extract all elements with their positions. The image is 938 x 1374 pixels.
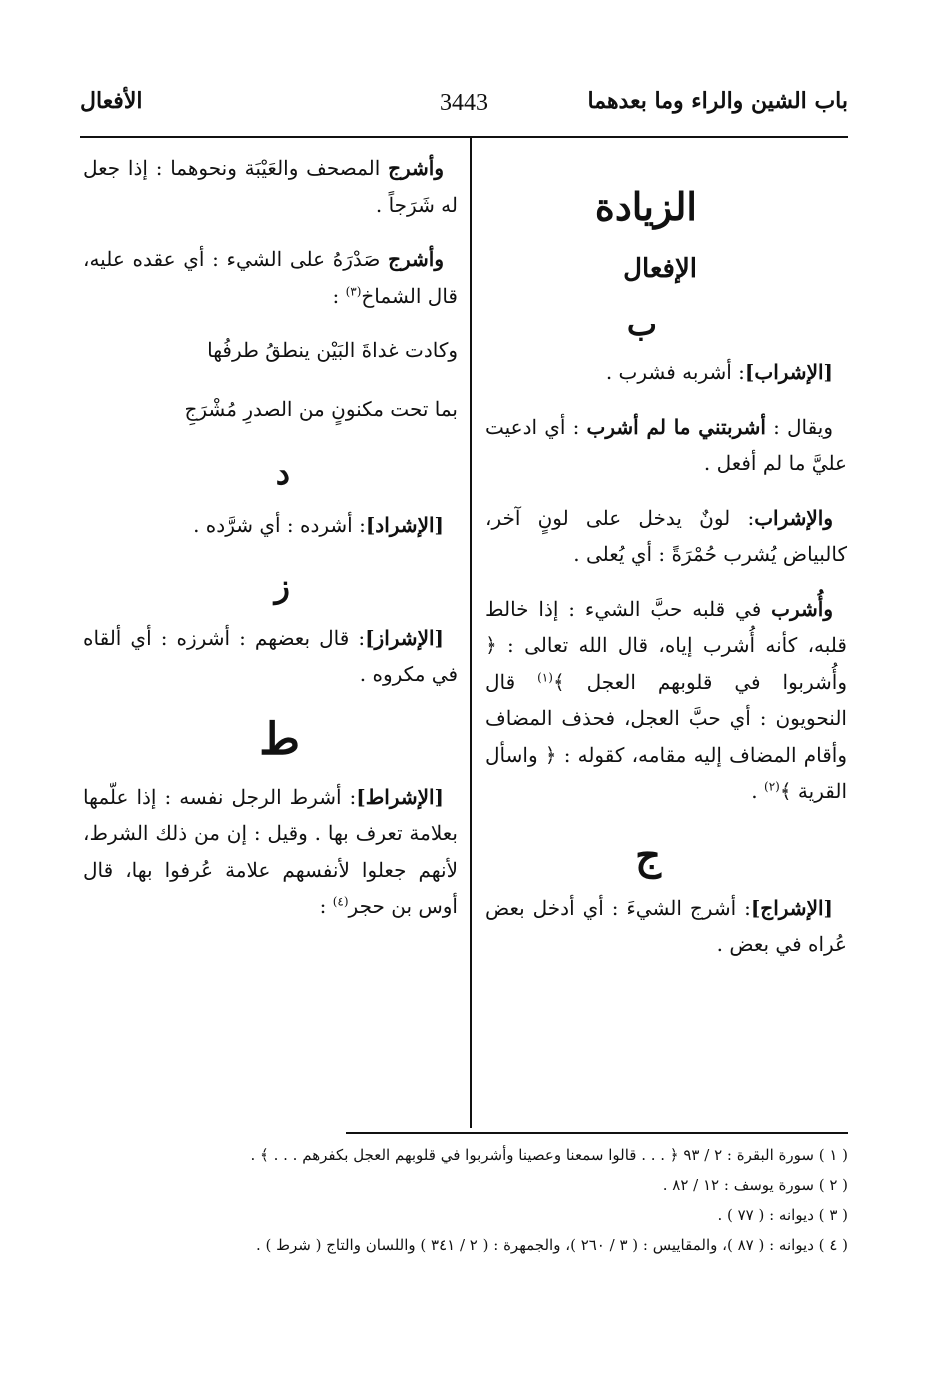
entry-headword: وأُشرب [771,596,833,621]
entry-headword: أشربتني ما لم أشرب [586,414,766,439]
entry-headword: [الإشراد] [365,513,444,537]
entry-text: قال النحويون : أي حبَّ العجل، فحذف المضاف وأقام المضاف إليه مقامه، كقوله : ﴿ واسأل القرية ﴾ [485,669,847,803]
entry-al-ishrab-color [485,500,847,573]
entry-text: : أشرج الشيءَ : أي أدخل بعض عُراه في بعض . [485,895,847,956]
letter-heading-dal: د [275,454,290,492]
entry-text: : لونٌ يدخل على لونٍ آخر، كالبياض يُشرب حُمْرَةً : أي يُعلى . [485,505,847,566]
entry-text: : قال بعضهم : أشرزه : أي ألقاه في مكروه . [83,625,458,686]
header-rule [80,136,848,138]
entry-ushrib [485,591,847,810]
footnote-3: ( ٣ ) ديوانه : ( ٧٧ ) . [717,1206,848,1224]
entry-headword: والإشراب [754,505,833,530]
entry-ashraja-sadrahu [83,241,458,314]
entry-ishrad [83,507,458,544]
entry-headword: وأشرج [388,247,444,271]
section-title: الأفعال [80,88,143,114]
entry-ishrab [485,354,847,391]
page-header [80,88,848,128]
entry-text: : أشرط الرجل نفسه : إذا علّمها بعلامة تعرف بها . وقيل : إن من ذلك الشرط، لأنهم جعلوا لأنفسهم علامة عُرفوا بها، قال أوس بن حجر [83,784,458,918]
entry-text: صَدْرَهُ على الشيء : أي عقده عليه، قال الشماخ [83,247,458,308]
entry-ishrat [83,779,458,925]
footnote-2: ( ٢ ) سورة يوسف : ١٢ / ٨٢ . [662,1176,848,1194]
letter-heading-jim: ج [635,831,661,879]
entry-text: المصحف والعَيْبَة ونحوهما : إذا جعل له شَرَجاً . [83,156,458,217]
entry-text: : [319,894,333,918]
entry-ishraj [485,890,847,963]
entry-ashraja-mushaf [83,150,458,223]
entry-text: : [332,283,346,308]
footnote-ref: (١) [537,669,553,684]
footnote-ref: (٣) [345,283,362,298]
entry-text: : أشرده : أي شرَّده . [193,513,366,537]
column-divider [470,138,472,1128]
poem-verse-2: بما تحت مكنونٍ من الصدرِ مُشْرَجِ [184,396,458,421]
footnote-4: ( ٤ ) ديوانه : ( ٨٧ )، والمقاييس : ( ٣ / ٢٦٠ )، والجمهرة : ( ٢ / ٣٤١ ) واللسان والتاج ( شرط ) . [255,1236,848,1254]
entry-headword: [الإشراب] [744,360,833,384]
entry-headword: وأشرج [388,156,444,180]
footnote-ref: (٢) [764,779,780,794]
entry-text: . [751,779,764,803]
footnote-rule [346,1132,848,1134]
entry-ishraz [83,620,458,693]
letter-heading-ta: ط [259,713,300,765]
left-column [83,150,458,943]
letter-heading-ba: ب [626,305,657,343]
poem-verse-1: وكادت غداةَ البَيْن ينطقُ طرفُها [207,338,458,362]
footnote-1: ( ١ ) سورة البقرة : ٢ / ٩٣ ﴿ . . . قالوا سمعنا وعصينا وأشربوا في قلوبهم العجل بكفرهم . . . ﴾ . [250,1146,848,1164]
entry-headword: [الإشراط] [356,784,444,809]
entry-headword: [الإشراج] [750,895,833,920]
letter-heading-zay: ز [274,566,290,605]
entry-text: ويقال : [765,414,833,439]
entry-headword: [الإشراز] [365,625,444,650]
page-number: 3443 [440,90,488,116]
heading-ziyada: الزيادة [594,184,697,229]
heading-ifaal: الإفعال [623,254,697,284]
chapter-title: باب الشين والراء وما بعدهما [587,88,848,114]
entry-text: : أشربه فشرب . [605,360,745,384]
entry-ashrabtani [485,409,847,482]
entry-text: : أي ادعيت عليَّ ما لم أفعل . [485,414,847,475]
footnote-ref: (٤) [332,894,349,909]
entry-text: في قلبه حبَّ الشيء : إذا خالط قلبه، كأنه أُشرب إياه، قال الله تعالى : ﴿ وأُشربوا في قلوبهم العجل ﴾ [485,596,847,694]
right-column [485,150,847,981]
footnotes [120,1140,848,1260]
